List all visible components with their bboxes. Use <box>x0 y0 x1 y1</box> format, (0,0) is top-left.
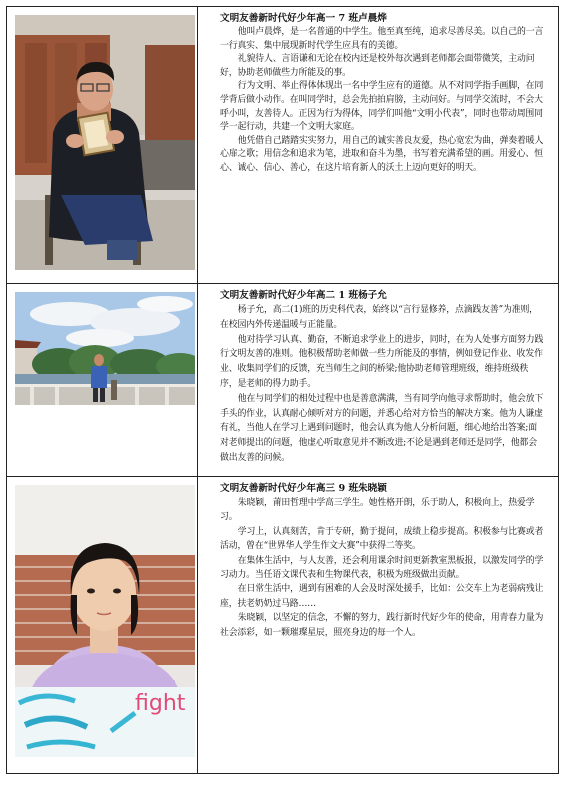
profile-3-paragraph: 朱晓颖，以坚定的信念，不懈的努力，践行新时代好少年的使命，用青春力量为社会添彩，如一颗璀璨星辰，照亮身边的每一个人。 <box>220 613 544 638</box>
profile-row-2 <box>7 284 559 477</box>
student-photo-2-image <box>15 292 195 405</box>
photo-cell-1 <box>7 7 198 284</box>
profiles-table <box>6 6 559 774</box>
student-photo-1-image <box>15 15 195 270</box>
profile-2-paragraph: 杨子允，高二(1)班的历史科代表，始终以“言行显修养，点滴践友善”为准则，在校园内外传递温暖与正能量。 <box>220 305 538 330</box>
profile-3-paragraph: 在日常生活中，遇到有困难的人会及时深处援手，比如：公交车上为老弱病残让座，扶老奶奶过马路…… <box>220 584 544 609</box>
profile-title-1: 文明友善新时代好少年高一 7 班卢晨烨 <box>220 13 387 24</box>
student-photo-3 <box>15 485 195 757</box>
photo-cell-2 <box>7 284 198 477</box>
profile-3-paragraph: 在集体生活中，与人友善，还会利用课余时间更新教室黑板报，以激发同学的学习动力。当任语文课代表和生物课代表，积极为班级做出贡献。 <box>220 555 544 581</box>
profile-row-3 <box>7 477 559 774</box>
text-cell-2 <box>198 284 559 477</box>
text-cell-3 <box>198 477 559 774</box>
profile-title-2: 文明友善新时代好少年高二 1 班杨子允 <box>220 290 387 301</box>
poster-text: fight <box>135 691 186 716</box>
text-cell-1 <box>198 7 559 284</box>
profile-1-paragraph: 他叫卢晨烨，是一名普通的中学生。他至真至纯，追求尽善尽美。以自己的一言一行真实、集中展现新时代学生应具有的美德。 <box>220 27 544 51</box>
profile-3-paragraph: 朱晓颖，莆田哲理中学高三学生。她性格开朗，乐于助人，积极向上，热爱学习。 <box>220 498 535 523</box>
profile-1-paragraph: 行为文明、举止得体体现出一名中学生应有的道德。从不对同学指手画脚，在同学背后做小动作。在叫同学时，总会先拍拍肩膀，主动问好。与同学交流时，不会大呼小叫，友善待人。正因为行为得体，同学们叫他“文明小代表”，同时也带动周围同学一起行动，共建一个文明大家庭。 <box>220 81 544 133</box>
photo-cell-3 <box>7 477 198 774</box>
profile-2-paragraph: 他对待学习认真、勤奋，不断追求学业上的进步，同时，在为人处事方面努力践行文明友善的准则。他积极帮助老师做一些力所能及的事情，例如登记作业、收发作业、收集同学们的反馈，充当师生之间的桥梁;他协助老师管理班级，维持班级秩序，是老师的得力助手。 <box>220 334 544 389</box>
profile-title-3: 文明友善新时代好少年高三 9 班朱晓颖 <box>220 483 387 494</box>
profile-3-paragraph: 学习上，认真刻苦，肯于专研，勤于提问，成绩上稳步提高。积极参与比赛或者活动，曾在“世界华人学生作文大赛”中获得二等奖。 <box>220 526 544 552</box>
student-photo-2 <box>15 292 195 405</box>
profile-row-1 <box>7 7 559 284</box>
profile-1-paragraph: 礼貌待人、言语谦和无论在校内还是校外每次遇到老师都会面带微笑，主动问好，协助老师做些力所能及的事。 <box>220 54 535 78</box>
profile-1-paragraph: 他凭借自己踏踏实实努力，用自己的诚实善良友爱，热心宽宏为曲，弹奏着暖人心扉之歌；用信念和追求为笔，进取和奋斗为墨，书写着充满希望的画。用爱心、恒心、诚心、信心、善心，在这片培育新人的沃土上迈向更好的明天。 <box>220 135 544 173</box>
student-photo-1 <box>15 15 195 270</box>
student-photo-3-image <box>15 485 195 757</box>
profile-2-paragraph: 他在与同学们的相处过程中也是善意满满，当有同学向他寻求帮助时，他会放下手头的作业，认真耐心倾听对方的问题，并悉心给对方恰当的解决方案。他为人谦虚有礼，当他人在学习上遇到问题时，他会认真为他人分析问题，细心地给出答案;面对老师提出的问题，他虚心听取意见并不断改进;不论是遇到老师还是同学，他都会做出友善的问候。 <box>220 393 544 463</box>
